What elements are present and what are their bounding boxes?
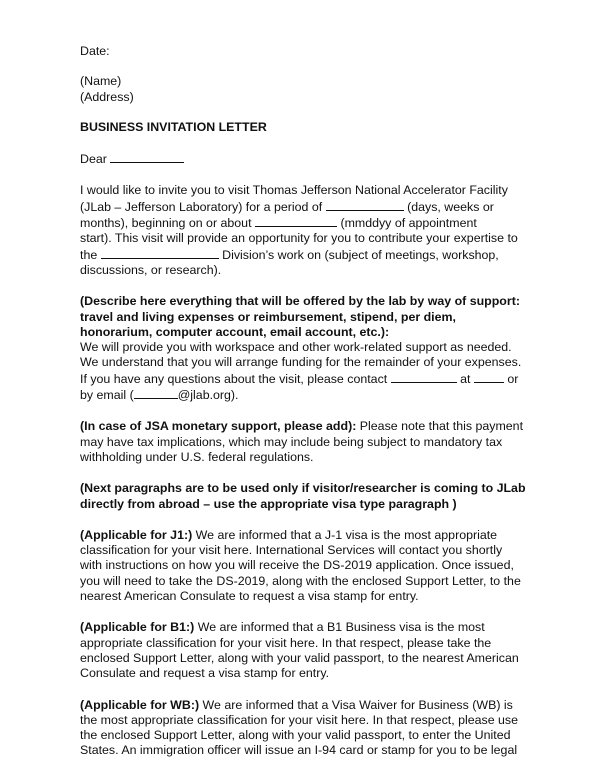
text-segment: the [80,247,98,262]
text-segment: Please note that this payment [356,419,524,434]
text-line: Consulate and request a visa stamp for entry. [80,666,330,681]
paragraph-j1 [80,528,560,604]
recipient-name: (Name) [80,74,122,89]
text-line: classification for your visit here. International Services will contact you shortly [80,543,503,558]
text-line: appropriate classification for your visit here. In that respect, please take the [80,635,492,650]
letter-title: BUSINESS INVITATION LETTER [80,119,267,134]
text-line: We understand that you will arrange funding for the remainder of your expenses. [80,355,522,370]
text-line [80,387,560,403]
paragraph-wb [80,698,560,759]
text-line [80,199,560,215]
text-segment: (days, weeks or [407,199,494,214]
text-line [80,215,560,231]
bold-text: (In case of JSA monetary support, please add): [80,419,357,434]
text-segment: or [507,371,519,386]
bold-text: (Applicable for B1:) [80,620,195,635]
bold-text: (Applicable for J1:) [80,527,193,542]
text-line: I would like to invite you to visit Thomas Jefferson National Accelerator Facility [80,183,508,198]
text-line: enclosed Support Letter, along with your valid passport, to the nearest American [80,650,519,665]
text-line [80,247,560,263]
text-line: States. An immigration officer will issue an I-94 card or stamp for you to be legal [80,743,518,758]
recipient-address: (Address) [80,89,134,104]
bold-text: (Applicable for WB:) [80,697,200,712]
paragraph-support [80,294,560,403]
text-segment: months), beginning on or about [80,216,252,231]
paragraph-b1 [80,620,560,681]
email-blank [134,387,178,399]
phone-blank [474,371,504,383]
text-line: withholding under U.S. federal regulations. [80,449,314,464]
text-segment: (JLab – Jefferson Laboratory) for a period of [80,199,323,214]
contact-blank [391,371,457,383]
text-segment: @jlab.org). [177,388,239,403]
paragraph-abroad-note [80,481,560,512]
text-segment: If you have any questions about the visit, please contact [80,371,388,386]
text-line: discussions, or research). [80,262,222,277]
text-segment: (mmddyy of appointment [340,216,477,231]
text-segment: Division’s work on (subject of meetings, workshop, [222,247,499,262]
text-segment: We are informed that a J-1 visa is the most appropriate [192,527,498,542]
text-segment: We are informed that a B1 Business visa is the most [194,620,485,635]
text-line [80,371,560,387]
period-blank [326,199,404,211]
text-line: start). This visit will provide an opportunity for you to contribute your expertise to [80,231,518,246]
text-segment: We are informed that a Visa Waiver for Business (WB) is [199,697,513,712]
text-line: the most appropriate classification for your visit here. In that respect, please use [80,712,519,727]
bold-text: (Next paragraphs are to be used only if visitor/researcher is coming to JLab [80,481,526,496]
paragraph-invitation [80,183,560,278]
division-blank [101,247,219,259]
salutation: Dear [80,152,107,167]
text-line: We will provide you with workspace and other work-related support as needed. [80,340,512,355]
text-line: may have tax implications, which may include being subject to mandatory tax [80,434,503,449]
date-label: Date: [80,44,110,58]
date-line [80,44,560,59]
salutation-line [80,151,560,167]
text-line: with instructions on how you will receive the DS-2019 application. Once issued, [80,558,514,573]
text-segment: at [460,371,471,386]
bold-text: (Describe here everything that will be offered by the lab by way of support: [80,294,520,309]
bold-text: directly from abroad – use the appropriate visa type paragraph ) [80,496,457,511]
paragraph-jsa [80,419,560,465]
text-line: nearest American Consulate to request a visa stamp for entry. [80,589,419,604]
recipient-name-blank [110,151,184,163]
text-segment: by email ( [80,388,134,403]
bold-text: travel and living expenses or reimbursement, stipend, per diem, [80,309,456,324]
text-line: you will need to take the DS-2019, along with the enclosed Support Letter, to the [80,573,521,588]
start-date-blank [255,215,337,227]
text-line: the enclosed Support Letter, along with your valid passport, to enter the United [80,728,511,743]
bold-text: honorarium, computer account, email account, etc.): [80,324,390,339]
